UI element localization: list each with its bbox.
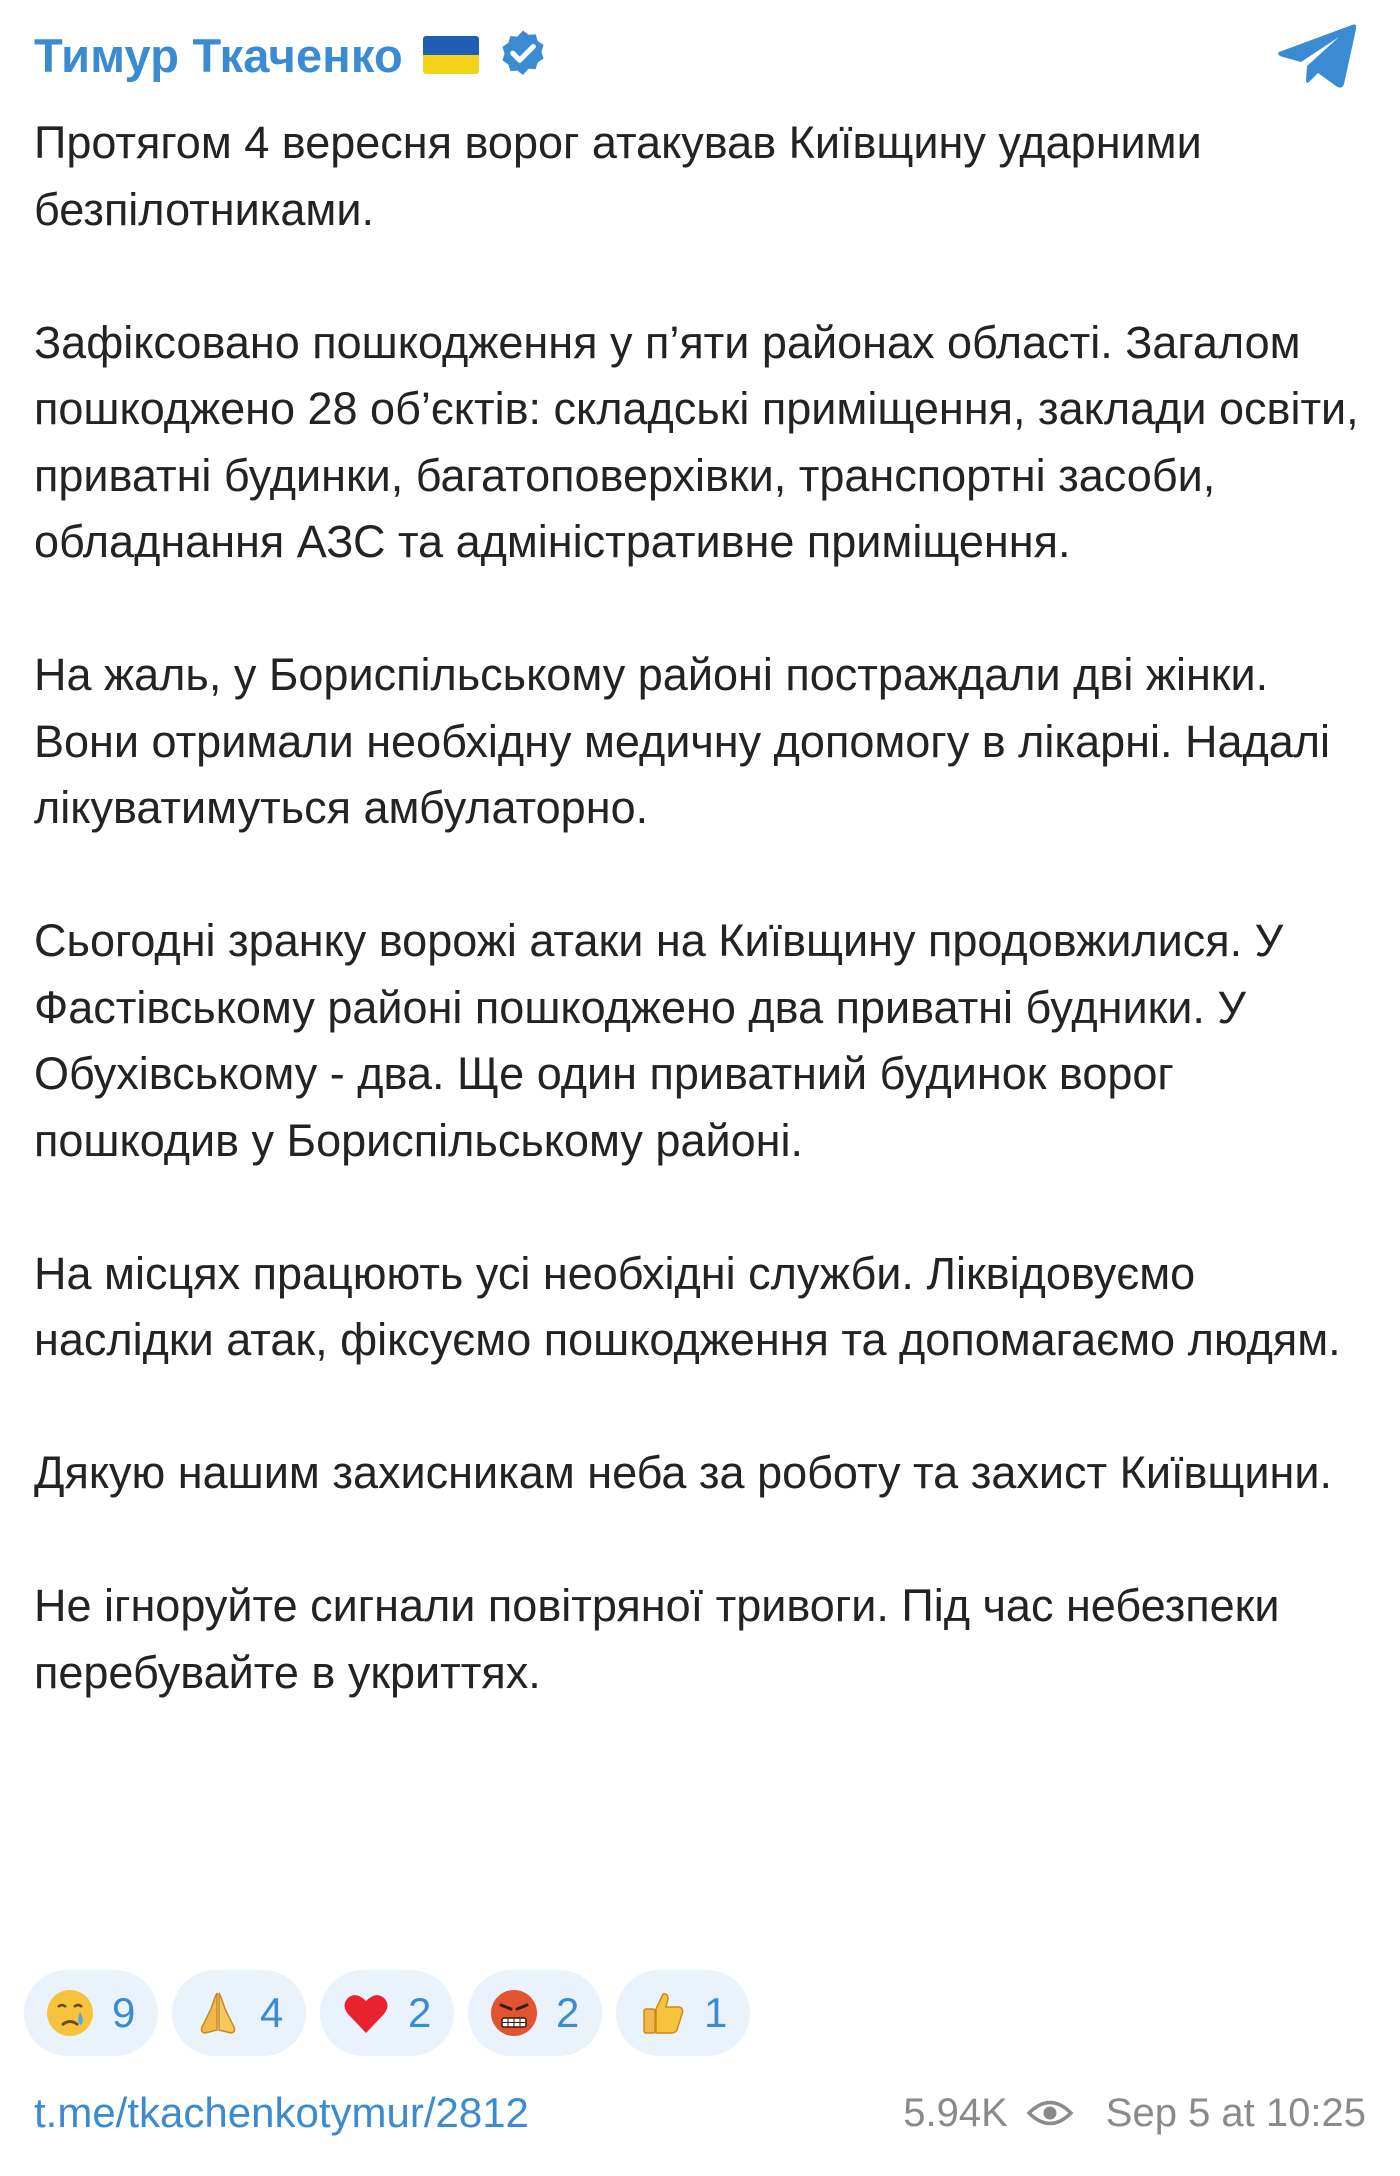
reaction-count: 9 <box>112 1989 136 2036</box>
post-paragraph: Протягом 4 вересня ворог атакував Київщину ударними безпілотниками. <box>34 117 1202 235</box>
post-paragraph: Зафіксовано пошкодження у п’яти районах області. Загалом пошкоджено 28 об’єктів: складські приміщення, заклади освіти, приватні будинки, багатоповерхівки, транспортні засоби, обладнання АЗС та адміністративне приміщення. <box>34 316 1359 567</box>
thumbs-up-icon <box>636 1987 688 2039</box>
post-paragraph: На жаль, у Бориспільському районі постраждали дві жінки. Вони отримали необхідну медичну допомогу в лікарні. Надалі лікуватимуться амбулаторно. <box>34 649 1331 833</box>
eye-icon <box>1026 2098 1074 2128</box>
post-timestamp: Sep 5 at 10:25 <box>1105 2090 1366 2135</box>
ukraine-flag-icon <box>423 36 479 74</box>
reaction-count: 2 <box>556 1989 580 2036</box>
crying-face-icon <box>44 1987 96 2039</box>
post-meta <box>903 2091 1366 2136</box>
reaction-pray[interactable] <box>172 1970 306 2056</box>
post-body <box>34 110 1366 1706</box>
red-heart-icon <box>340 1987 392 2039</box>
post-paragraph: Дякую нашим захисникам неба за роботу та захист Київщини. <box>34 1447 1333 1498</box>
channel-name[interactable]: Тимур Ткаченко <box>34 28 403 82</box>
telegram-icon[interactable] <box>1276 22 1358 90</box>
post-footer <box>34 2085 1366 2141</box>
view-count: 5.94K <box>903 2090 1008 2135</box>
post-paragraph: Сьогодні зранку ворожі атаки на Київщину продовжилися. У Фастівському районі пошкоджено два приватні будники. У Обухівському - два. Ще один приватний будинок ворог пошкодив у Бориспільському районі. <box>34 915 1284 1166</box>
verified-badge-icon <box>495 27 551 83</box>
post-header <box>34 0 1366 110</box>
post-link[interactable]: t.me/tkachenkotymur/2812 <box>34 2089 529 2136</box>
reaction-angry[interactable] <box>468 1970 602 2056</box>
post-paragraph: На місцях працюють усі необхідні служби. Ліквідовуємо наслідки атак, фіксуємо пошкодження та допомагаємо людям. <box>34 1247 1341 1365</box>
reaction-crying[interactable] <box>24 1970 158 2056</box>
angry-face-icon <box>488 1987 540 2039</box>
reaction-heart[interactable] <box>320 1970 454 2056</box>
reaction-count: 4 <box>260 1989 284 2036</box>
reactions-bar <box>24 1970 750 2056</box>
reaction-thumbs-up[interactable] <box>616 1970 750 2056</box>
reaction-count: 1 <box>704 1989 728 2036</box>
reaction-count: 2 <box>408 1989 432 2036</box>
post-paragraph: Не ігноруйте сигнали повітряної тривоги. Під час небезпеки перебувайте в укриттях. <box>34 1580 1280 1698</box>
folded-hands-icon <box>192 1987 244 2039</box>
